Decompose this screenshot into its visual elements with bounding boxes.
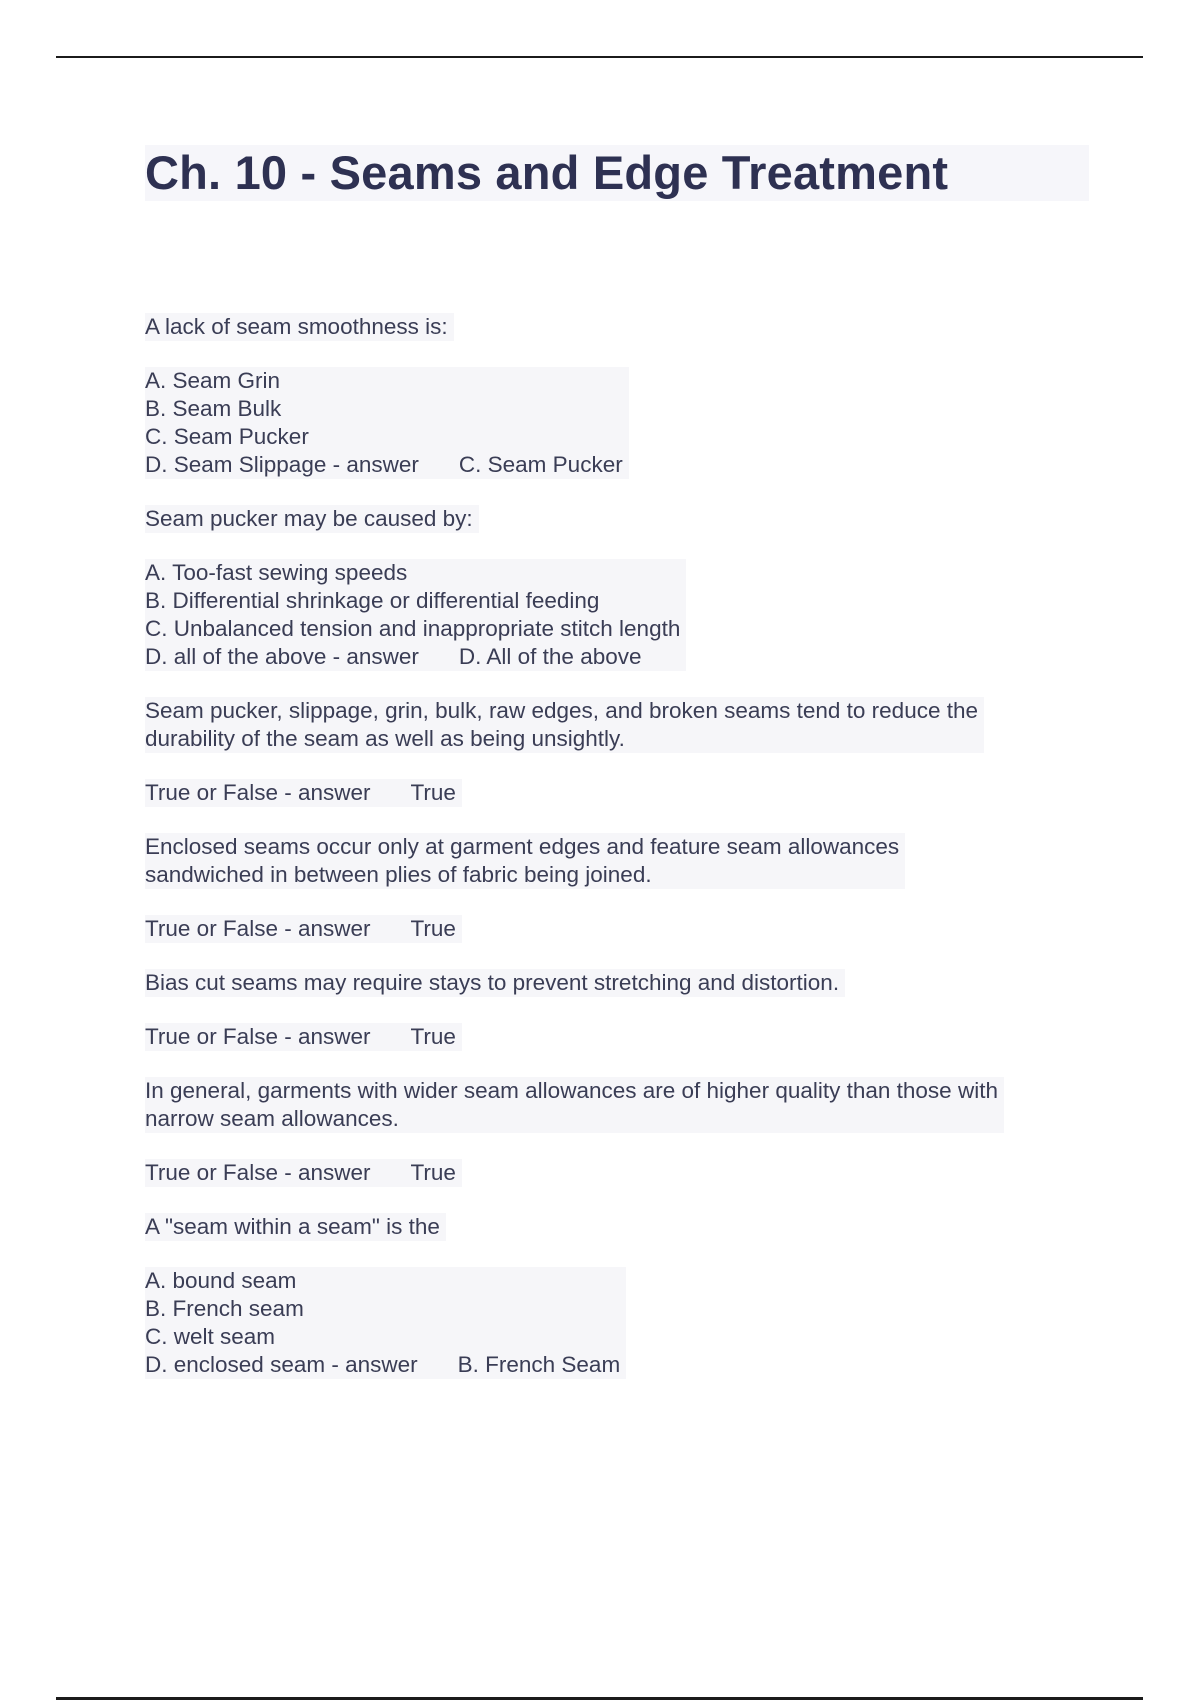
option: C. welt seam bbox=[145, 1324, 276, 1349]
question-line: Bias cut seams may require stays to prevent stretching and distortion. bbox=[145, 970, 840, 995]
answer-line bbox=[145, 1023, 462, 1051]
answer-line bbox=[145, 1159, 462, 1187]
option: B. Differential shrinkage or differential feeding bbox=[145, 588, 600, 613]
option: A. bound seam bbox=[145, 1268, 297, 1293]
option: C. Seam Pucker bbox=[145, 424, 309, 449]
question-line: In general, garments with wider seam allowances are of higher quality than those with bbox=[145, 1078, 998, 1103]
question-text: Seam pucker may be caused by: bbox=[145, 505, 479, 533]
answer-value: B. French Seam bbox=[457, 1352, 621, 1377]
answer-prompt: D. all of the above - answer bbox=[145, 644, 419, 669]
answer-prompt: True or False - answer bbox=[145, 1160, 371, 1185]
option: B. Seam Bulk bbox=[145, 396, 282, 421]
answer-value: True bbox=[410, 916, 456, 941]
flashcard bbox=[145, 1213, 1105, 1379]
question-text: A lack of seam smoothness is: bbox=[145, 313, 454, 341]
question-text bbox=[145, 1077, 1004, 1133]
answer-prompt: True or False - answer bbox=[145, 916, 371, 941]
answer-value: C. Seam Pucker bbox=[458, 452, 623, 477]
answer-prompt: True or False - answer bbox=[145, 780, 371, 805]
options-list bbox=[145, 367, 629, 479]
answer-line bbox=[145, 779, 462, 807]
answer-line bbox=[145, 915, 462, 943]
question-line: durability of the seam as well as being unsightly. bbox=[145, 726, 625, 751]
answer-line bbox=[145, 643, 680, 671]
answer-prompt: True or False - answer bbox=[145, 1024, 371, 1049]
option: A. Seam Grin bbox=[145, 368, 281, 393]
answer-line bbox=[145, 1351, 620, 1379]
flashcard bbox=[145, 313, 1105, 479]
question-line: Enclosed seams occur only at garment edges and feature seam allowances bbox=[145, 834, 900, 859]
question-text bbox=[145, 697, 984, 753]
flashcard-list bbox=[145, 313, 1105, 1405]
question-line: sandwiched in between plies of fabric being joined. bbox=[145, 862, 652, 887]
options-list bbox=[145, 1267, 626, 1379]
options-list bbox=[145, 559, 686, 671]
top-divider bbox=[56, 56, 1143, 58]
answer-prompt: D. Seam Slippage - answer bbox=[145, 452, 419, 477]
page-title: Ch. 10 - Seams and Edge Treatment bbox=[145, 146, 949, 199]
question-line: narrow seam allowances. bbox=[145, 1106, 399, 1131]
question-text bbox=[145, 969, 845, 997]
option: C. Unbalanced tension and inappropriate stitch length bbox=[145, 616, 681, 641]
option: A. Too-fast sewing speeds bbox=[145, 560, 408, 585]
question-text bbox=[145, 833, 905, 889]
answer-line bbox=[145, 451, 623, 479]
flashcard bbox=[145, 505, 1105, 671]
flashcard bbox=[145, 1077, 1105, 1187]
answer-value: True bbox=[410, 780, 456, 805]
option: B. French seam bbox=[145, 1296, 304, 1321]
flashcard bbox=[145, 969, 1105, 1051]
answer-value: D. All of the above bbox=[458, 644, 642, 669]
title-block bbox=[145, 145, 1089, 201]
answer-prompt: D. enclosed seam - answer bbox=[145, 1352, 418, 1377]
flashcard bbox=[145, 697, 1105, 807]
question-line: Seam pucker, slippage, grin, bulk, raw edges, and broken seams tend to reduce the bbox=[145, 698, 978, 723]
answer-value: True bbox=[410, 1024, 456, 1049]
flashcard bbox=[145, 833, 1105, 943]
answer-value: True bbox=[410, 1160, 456, 1185]
question-text: A "seam within a seam" is the bbox=[145, 1213, 446, 1241]
